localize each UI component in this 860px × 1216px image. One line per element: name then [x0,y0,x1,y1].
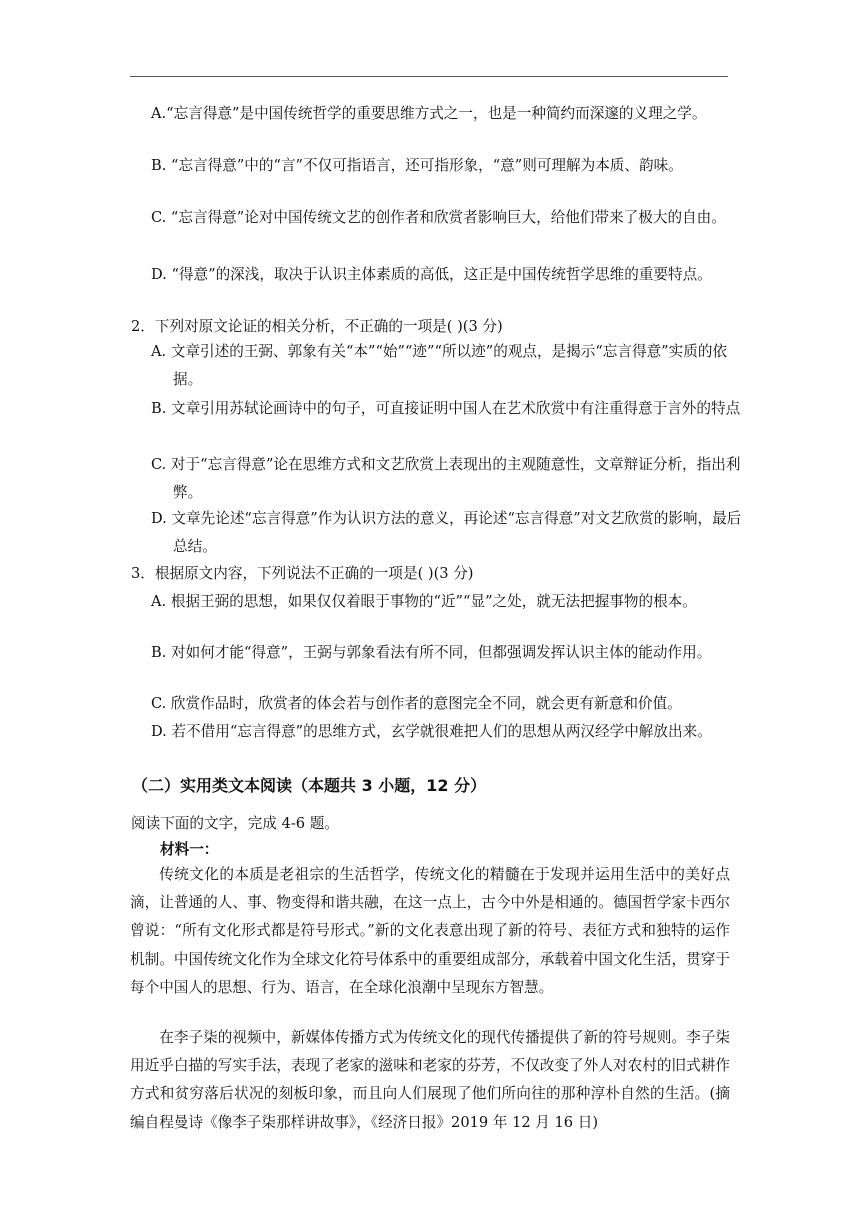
q2-option-a: A. 文章引述的王弼、郭象有关“本”“始”“迹”“所以迹”的观点，是揭示“忘言得意”实质的依据。 [151,343,728,388]
q3-option-a: A. 根据王弼的思想，如果仅仅着眼于事物的“近”“显”之处，就无法把握事物的根本。 [151,593,697,610]
q2-option-b: B. 文章引用苏轼论画诗中的句子，可直接证明中国人在艺术欣赏中有注重得意于言外的特点 [151,400,741,417]
q2-stem: 2．下列对原文论证的相关分析，不正确的一项是( )(3 分) [131,318,503,335]
header-rule [130,76,728,77]
q3-stem: 3．根据原文内容，下列说法不正确的一项是( )(3 分) [131,565,474,582]
q3-option-d: D. 若不借用“忘言得意”的思维方式，玄学就很难把人们的思想从两汉经学中解放出来。 [151,723,712,740]
q1-option-b: B. “忘言得意”中的“言”不仅可指语言，还可指形象，“意”则可理解为本质、韵味。 [151,157,683,174]
section-heading: （二）实用类文本阅读（本题共 3 小题，12 分） [132,776,487,795]
q1-option-d: D. “得意”的深浅，取决于认识主体素质的高低，这正是中国传统哲学思维的重要特点。 [151,266,712,283]
q1-option-c: C. “忘言得意”论对中国传统文艺的创作者和欣赏者影响巨大，给他们带来了极大的自由。 [151,209,726,226]
material-paragraph: 传统文化的本质是老祖宗的生活哲学，传统文化的精髓在于发现并运用生活中的美好点滴，让普通的人、事、物变得和谐共融，在这一点上，古今中外是相通的。德国哲学家卡西尔曾说：“所有文化形式都是符号形式。”新的文化表意出现了新的符号、表征方式和独特的运作机制。中国传统文化作为全球文化符号体系中的重要组成部分，承载着中国文化生活，贯穿于每个中国人的思想、行为、语言，在全球化浪潮中呈现东方智慧。 [130,866,730,996]
material-label: 材料一： [160,841,219,858]
material-paragraph: 在李子柒的视频中，新媒体传播方式为传统文化的现代传播提供了新的符号规则。李子柒用近乎白描的写实手法，表现了老家的滋味和老家的芬芳，不仅改变了外人对农村的旧式耕作方式和贫穷落后状况的刻板印象，而且向人们展现了他们所向往的那种淳朴自然的生活。(摘编自程曼诗《像李子柒那样讲故事》，《经济日报》2019 年 12 月 16 日) [130,1029,730,1131]
section-instruction: 阅读下面的文字，完成 4-6 题。 [131,815,339,832]
q1-option-a: A.“忘言得意”是中国传统哲学的重要思维方式之一，也是一种简约而深邃的义理之学。 [151,105,707,122]
q3-option-b: B. 对如何才能“得意”，王弼与郭象看法有所不同，但都强调发挥认识主体的能动作用。 [151,644,712,661]
q3-option-c: C. 欣赏作品时，欣赏者的体会若与创作者的意图完全不同，就会更有新意和价值。 [151,695,682,712]
q2-option-c: C. 对于“忘言得意”论在思维方式和文艺欣赏上表现出的主观随意性，文章辩证分析，指出利弊。 [151,456,741,501]
q2-option-d: D. 文章先论述“忘言得意”作为认识方法的意义，再论述“忘言得意”对文艺欣赏的影响，最后总结。 [151,510,742,555]
